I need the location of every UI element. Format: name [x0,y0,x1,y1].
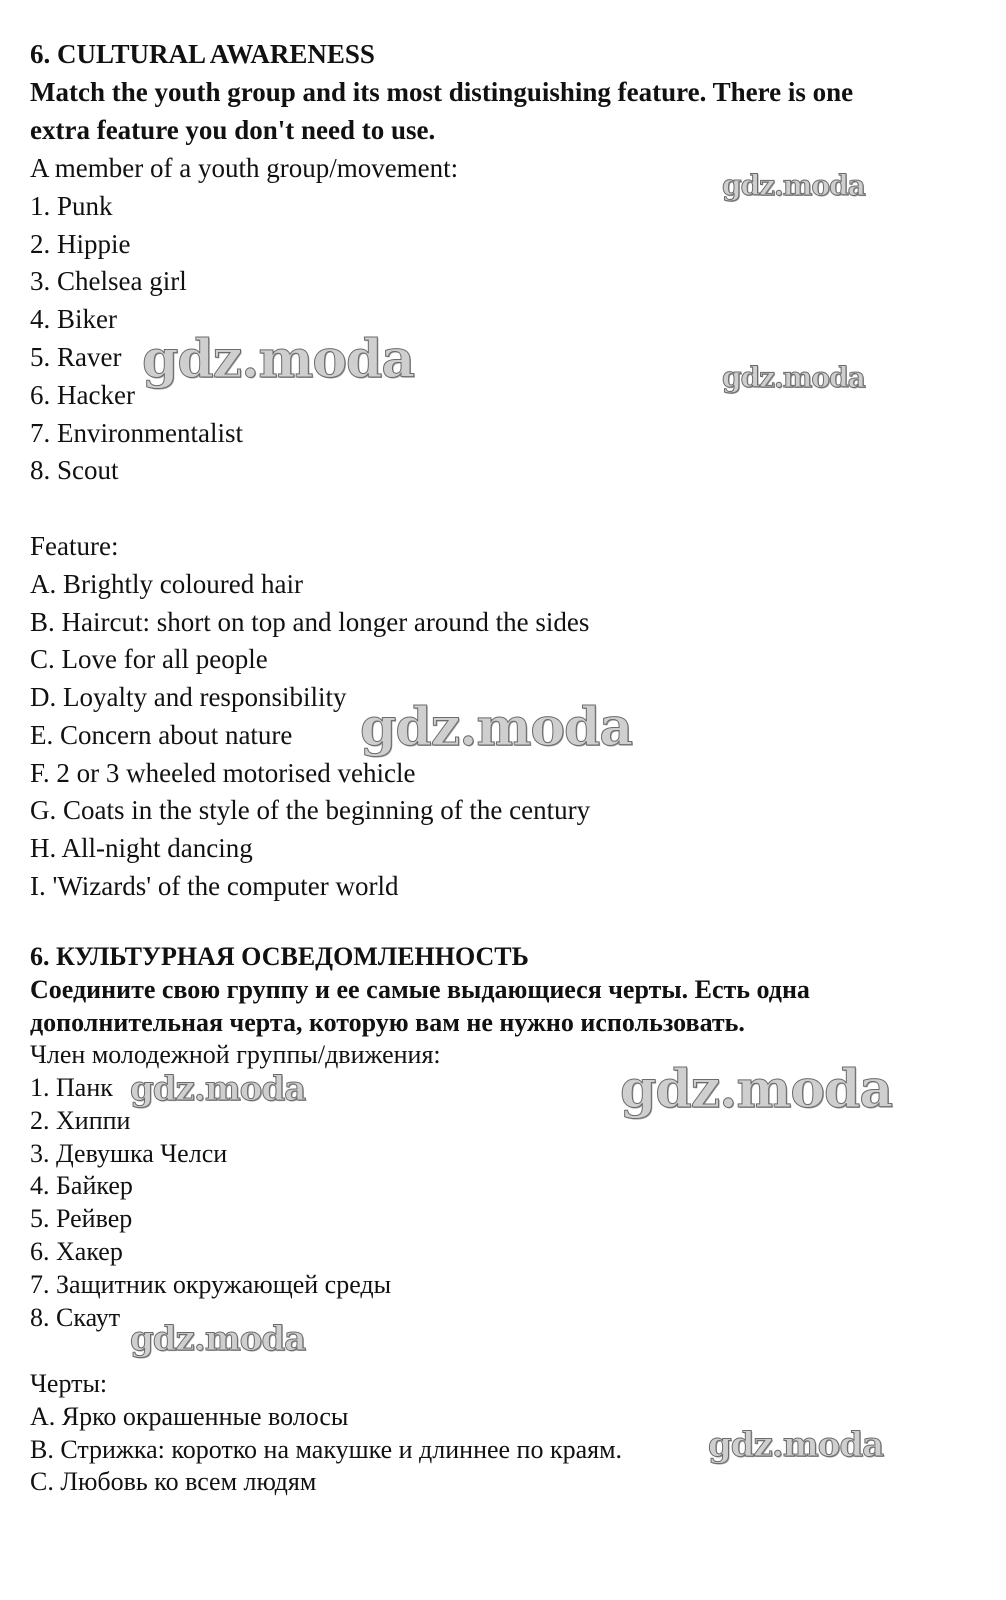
russian-group-item: 3. Девушка Челси [30,1139,228,1168]
russian-instruction-line-2: дополнительная черта, которую вам не нужно использовать. [30,1008,745,1037]
russian-feature-item: B. Стрижка: коротко на макушке и длиннее по краям. [30,1435,623,1464]
english-feature-item: H. All-night dancing [30,833,253,863]
english-instruction-line-1: Match the youth group and its most distinguishing feature. There is one [30,77,854,107]
english-features-heading: Feature: [30,531,119,561]
english-feature-item: C. Love for all people [30,644,268,674]
russian-feature-item: C. Любовь ко всем людям [30,1467,317,1496]
watermark: gdz.moda [722,169,865,202]
russian-group-item: 1. Панк [30,1073,113,1102]
watermark: gdz.moda [360,697,633,758]
english-instruction-line-2: extra feature you don't need to use. [30,115,436,145]
english-groups-heading: A member of a youth group/movement: [30,153,459,183]
russian-title: 6. КУЛЬТУРНАЯ ОСВЕДОМЛЕННОСТЬ [30,942,529,971]
russian-groups-heading: Член молодежной группы/движения: [30,1040,441,1069]
english-group-item: 7. Environmentalist [30,418,243,448]
russian-feature-item: A. Ярко окрашенные волосы [30,1402,349,1431]
english-group-item: 1. Punk [30,191,113,221]
watermark: gdz.moda [130,1319,306,1359]
english-feature-item: G. Coats in the style of the beginning of the century [30,795,591,825]
english-feature-item: A. Brightly coloured hair [30,569,303,599]
english-group-item: 8. Scout [30,455,119,485]
english-group-item: 3. Chelsea girl [30,266,187,296]
english-feature-item: D. Loyalty and responsibility [30,682,347,712]
english-group-item: 5. Raver [30,342,122,372]
english-feature-item: E. Concern about nature [30,720,293,750]
russian-group-item: 8. Скаут [30,1303,121,1332]
english-title: 6. CULTURAL AWARENESS [30,39,375,69]
russian-group-item: 6. Хакер [30,1237,123,1266]
english-group-item: 2. Hippie [30,229,131,259]
english-group-item: 4. Biker [30,304,117,334]
watermark: gdz.moda [722,361,865,394]
russian-instruction-line-1: Соедините свою группу и ее самые выдающиеся черты. Есть одна [30,975,810,1004]
watermark: gdz.moda [142,329,415,390]
english-group-item: 6. Hacker [30,380,135,410]
english-feature-item: F. 2 or 3 wheeled motorised vehicle [30,758,416,788]
watermark: gdz.moda [708,1425,884,1465]
russian-group-item: 5. Рейвер [30,1204,133,1233]
watermark: gdz.moda [620,1059,893,1120]
english-feature-item: B. Haircut: short on top and longer around the sides [30,607,590,637]
russian-group-item: 4. Байкер [30,1171,133,1200]
russian-group-item: 7. Защитник окружающей среды [30,1270,392,1299]
russian-features-heading: Черты: [30,1369,108,1398]
russian-group-item: 2. Хиппи [30,1106,131,1135]
watermark: gdz.moda [130,1069,306,1109]
english-feature-item: I. 'Wizards' of the computer world [30,871,399,901]
